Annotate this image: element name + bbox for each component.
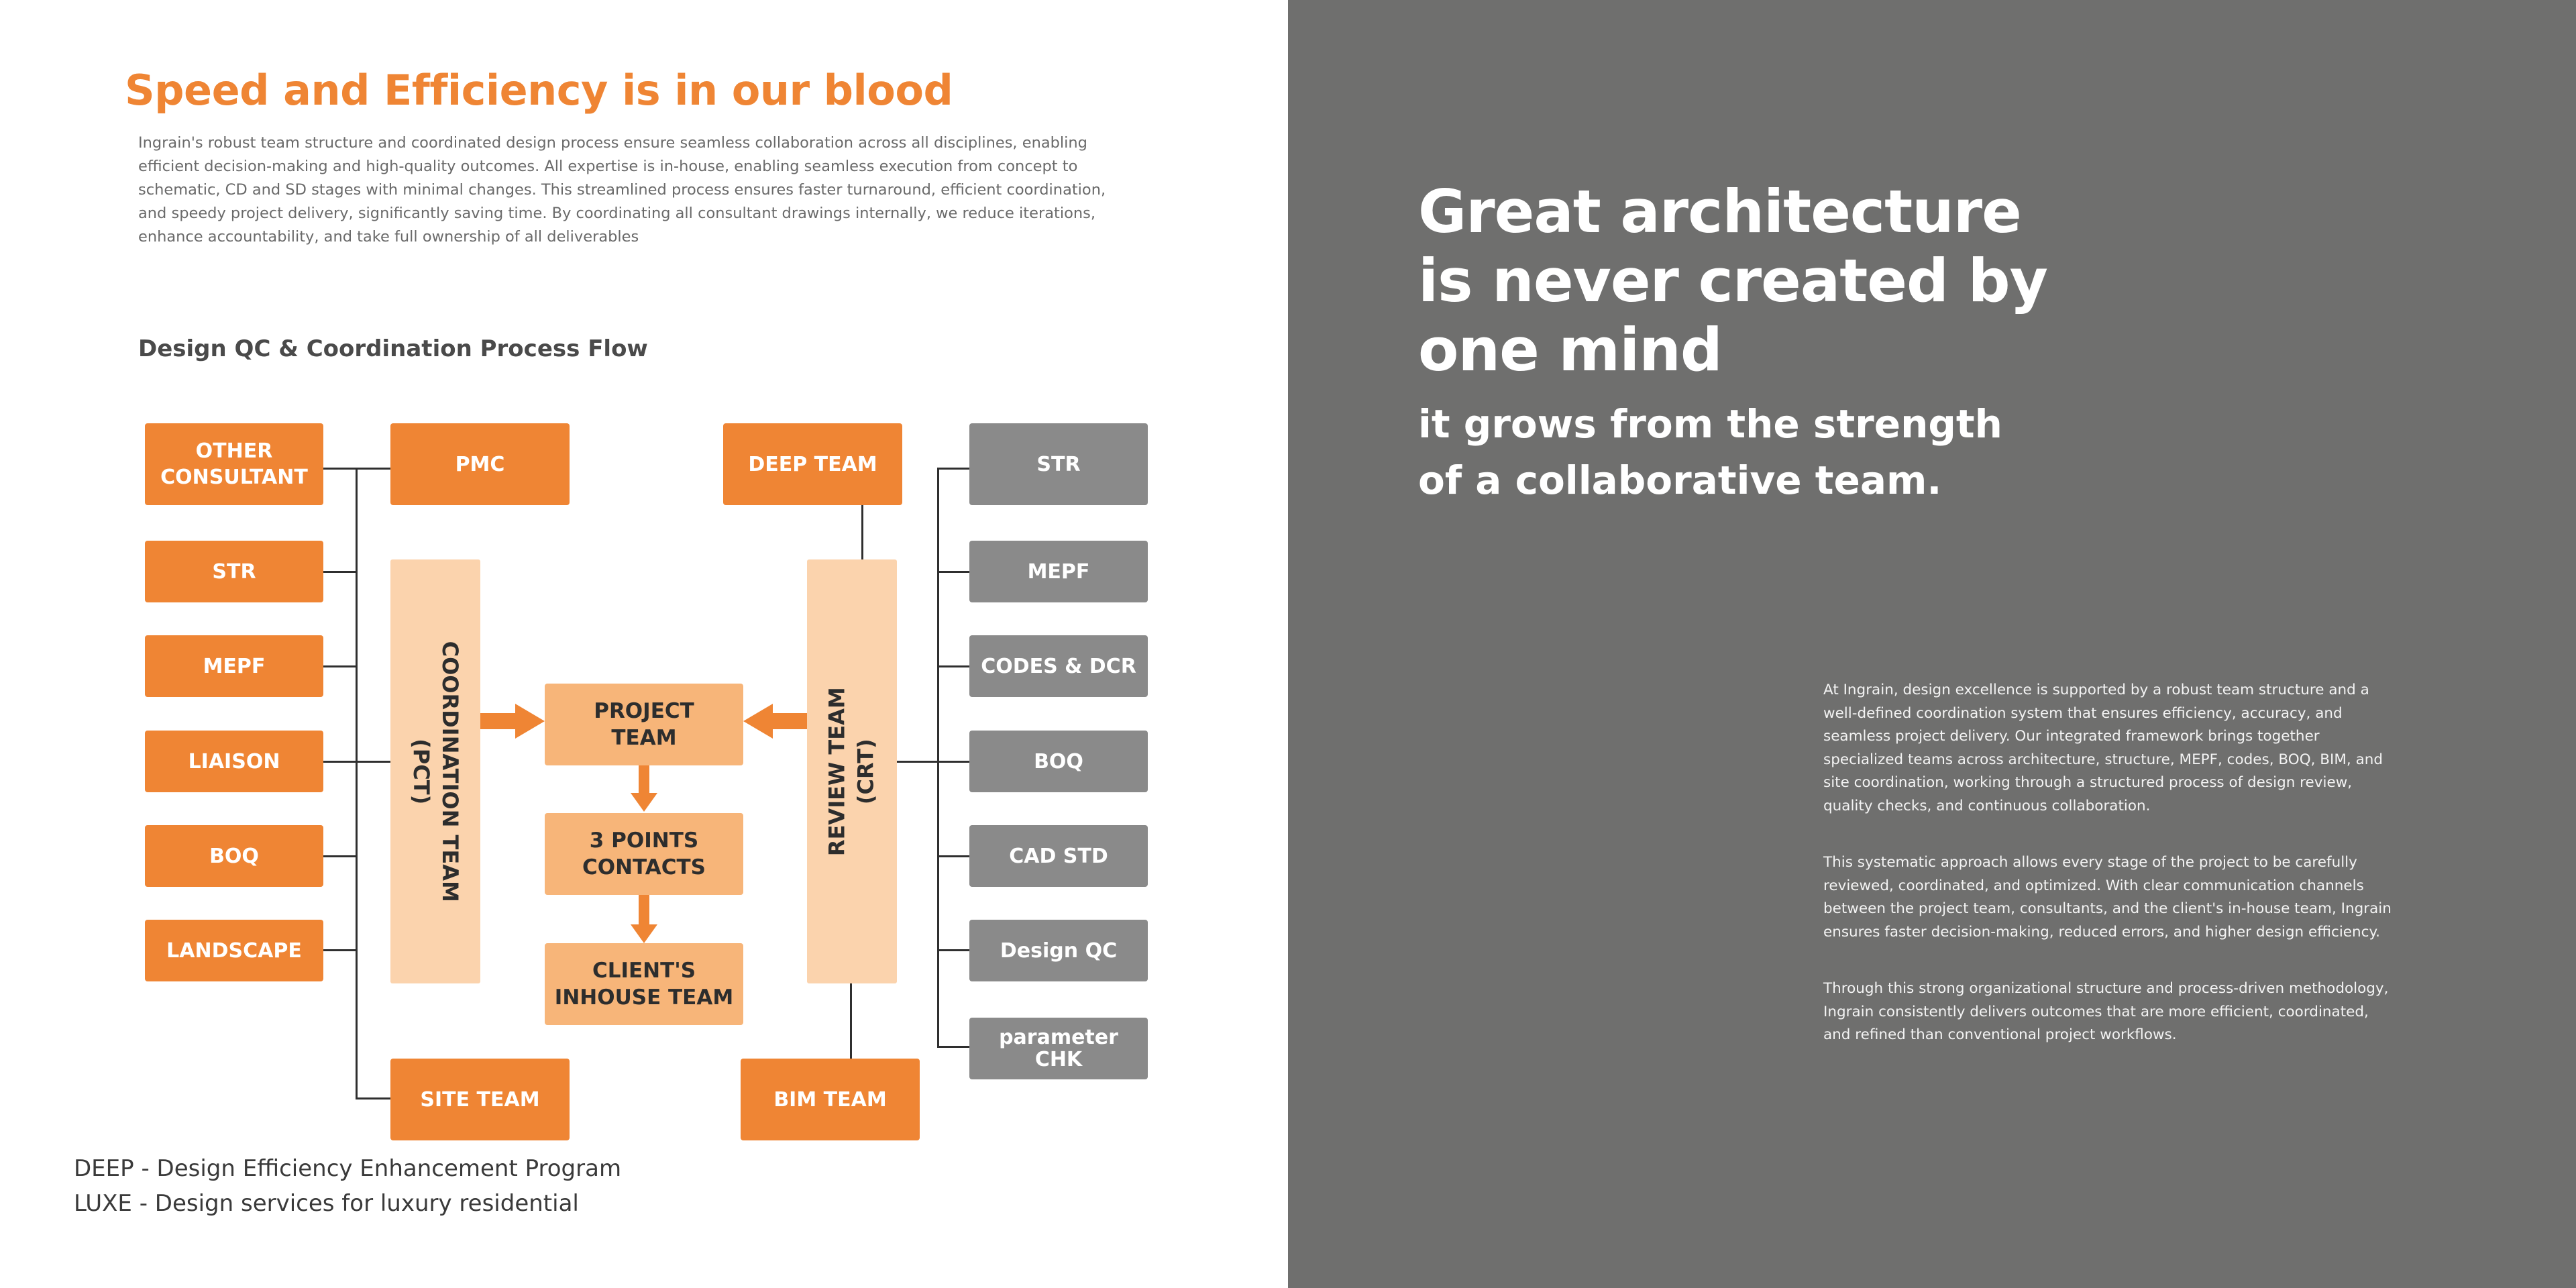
arrow-left-icon: [743, 704, 808, 739]
connector-line: [323, 665, 357, 667]
connector-line: [356, 1097, 391, 1099]
codes-dcr-box: CODES & DCR: [969, 635, 1148, 697]
landscape-box: LANDSCAPE: [145, 920, 323, 981]
connector-line: [861, 504, 863, 559]
boq-box-right: BOQ: [969, 731, 1148, 792]
quote-sub-line: it grows from the strength: [1418, 401, 2002, 447]
connector-line: [937, 468, 939, 1048]
quote-sub: [1418, 396, 2002, 508]
connector-line: [323, 468, 390, 470]
arrow-down-icon: [631, 765, 657, 812]
cad-std-box: CAD STD: [969, 825, 1148, 887]
legend: [74, 1151, 621, 1221]
liaison-box: LIAISON: [145, 731, 323, 792]
pmc-box: PMC: [390, 423, 570, 505]
clients-inhouse-team-box: CLIENT'S INHOUSE TEAM: [545, 943, 743, 1025]
mepf-box-left: MEPF: [145, 635, 323, 697]
connector-line: [850, 983, 852, 1059]
connector-line: [937, 571, 969, 573]
connector-line: [937, 665, 969, 667]
connector-line: [356, 468, 358, 1099]
quote-line: is never created by: [1418, 246, 2047, 315]
connector-line: [937, 468, 969, 470]
quote-sub-line: of a collaborative team.: [1418, 458, 1942, 503]
arrow-down-icon: [631, 895, 657, 943]
quote-line: Great architecture: [1418, 177, 2021, 246]
str-box-left: STR: [145, 541, 323, 602]
review-team-bar: [807, 559, 897, 983]
legend-deep: DEEP - Design Efficiency Enhancement Program: [74, 1155, 622, 1182]
body-paragraph: Through this strong organizational structure and process-driven methodology, Ingrain consistently delivers outcomes that are more efficient, coordinated, and refined than conventional project workflows.: [1823, 980, 2389, 1043]
review-team-label: REVIEW TEAM: [824, 687, 850, 856]
str-box-right: STR: [969, 423, 1148, 505]
connector-line: [937, 1046, 969, 1048]
design-qc-box: Design QC: [969, 920, 1148, 981]
connector-line: [896, 761, 969, 763]
body-paragraph: This systematic approach allows every stage of the project to be carefully reviewed, coordinated, and optimized. With clear communication channels between the project team, consultants, and the client's in-house team, Ingrain ensures faster decision-making, reduced errors, and higher design efficiency.: [1823, 854, 2392, 941]
quote-line: one mind: [1418, 315, 1722, 384]
connector-line: [323, 949, 357, 951]
body-copy: [1823, 679, 2400, 1081]
coordination-team-abbr: (PCT): [409, 738, 434, 804]
connector-line: [323, 571, 357, 573]
mepf-box-right: MEPF: [969, 541, 1148, 602]
coordination-team-bar: [390, 559, 480, 983]
body-paragraph: At Ingrain, design excellence is supported by a robust team structure and a well-defined coordination system that ensures efficiency, accuracy, and seamless project delivery. Our integrated framework brings together specialized teams across architecture, structure, MEPF, codes, BOQ, BIM, and site coordination, working through a structured process of design review, quality checks, and continuous collaboration.: [1823, 682, 2383, 814]
connector-line: [937, 949, 969, 951]
flow-title: Design QC & Coordination Process Flow: [138, 335, 648, 362]
deep-team-box: DEEP TEAM: [723, 423, 902, 505]
connector-line: [323, 761, 390, 763]
connector-line: [937, 855, 969, 857]
bim-team-box: BIM TEAM: [741, 1059, 920, 1140]
project-team-box: PROJECT TEAM: [545, 684, 743, 765]
headline: Speed and Efficiency is in our blood: [125, 66, 953, 115]
other-consultant-box: OTHER CONSULTANT: [145, 423, 323, 505]
arrow-right-icon: [480, 704, 545, 739]
connector-line: [323, 855, 357, 857]
review-team-abbr: (CRT): [853, 739, 879, 804]
quote-main: [1418, 177, 2047, 384]
site-team-box: SITE TEAM: [390, 1059, 570, 1140]
intro-paragraph: Ingrain's robust team structure and coordinated design process ensure seamless collaboration across all disciplines, enabling efficient decision-making and high-quality outcomes. All expertise is in-house, enabling seamless execution from concept to schematic, CD and SD stages with minimal changes. This streamlined process ensures faster turnaround, efficient coordination, and speedy project delivery, significantly saving time. By coordinating all consultant drawings internally, we reduce iterations, enhance accountability, and take full ownership of all deliverables: [138, 134, 1106, 246]
boq-box-left: BOQ: [145, 825, 323, 887]
three-points-contacts-box: 3 POINTS CONTACTS: [545, 813, 743, 895]
coordination-team-label: COORDINATION TEAM: [437, 641, 464, 902]
legend-luxe: LUXE - Design services for luxury residential: [74, 1190, 579, 1217]
parameter-chk-box: parameter CHK: [969, 1018, 1148, 1079]
